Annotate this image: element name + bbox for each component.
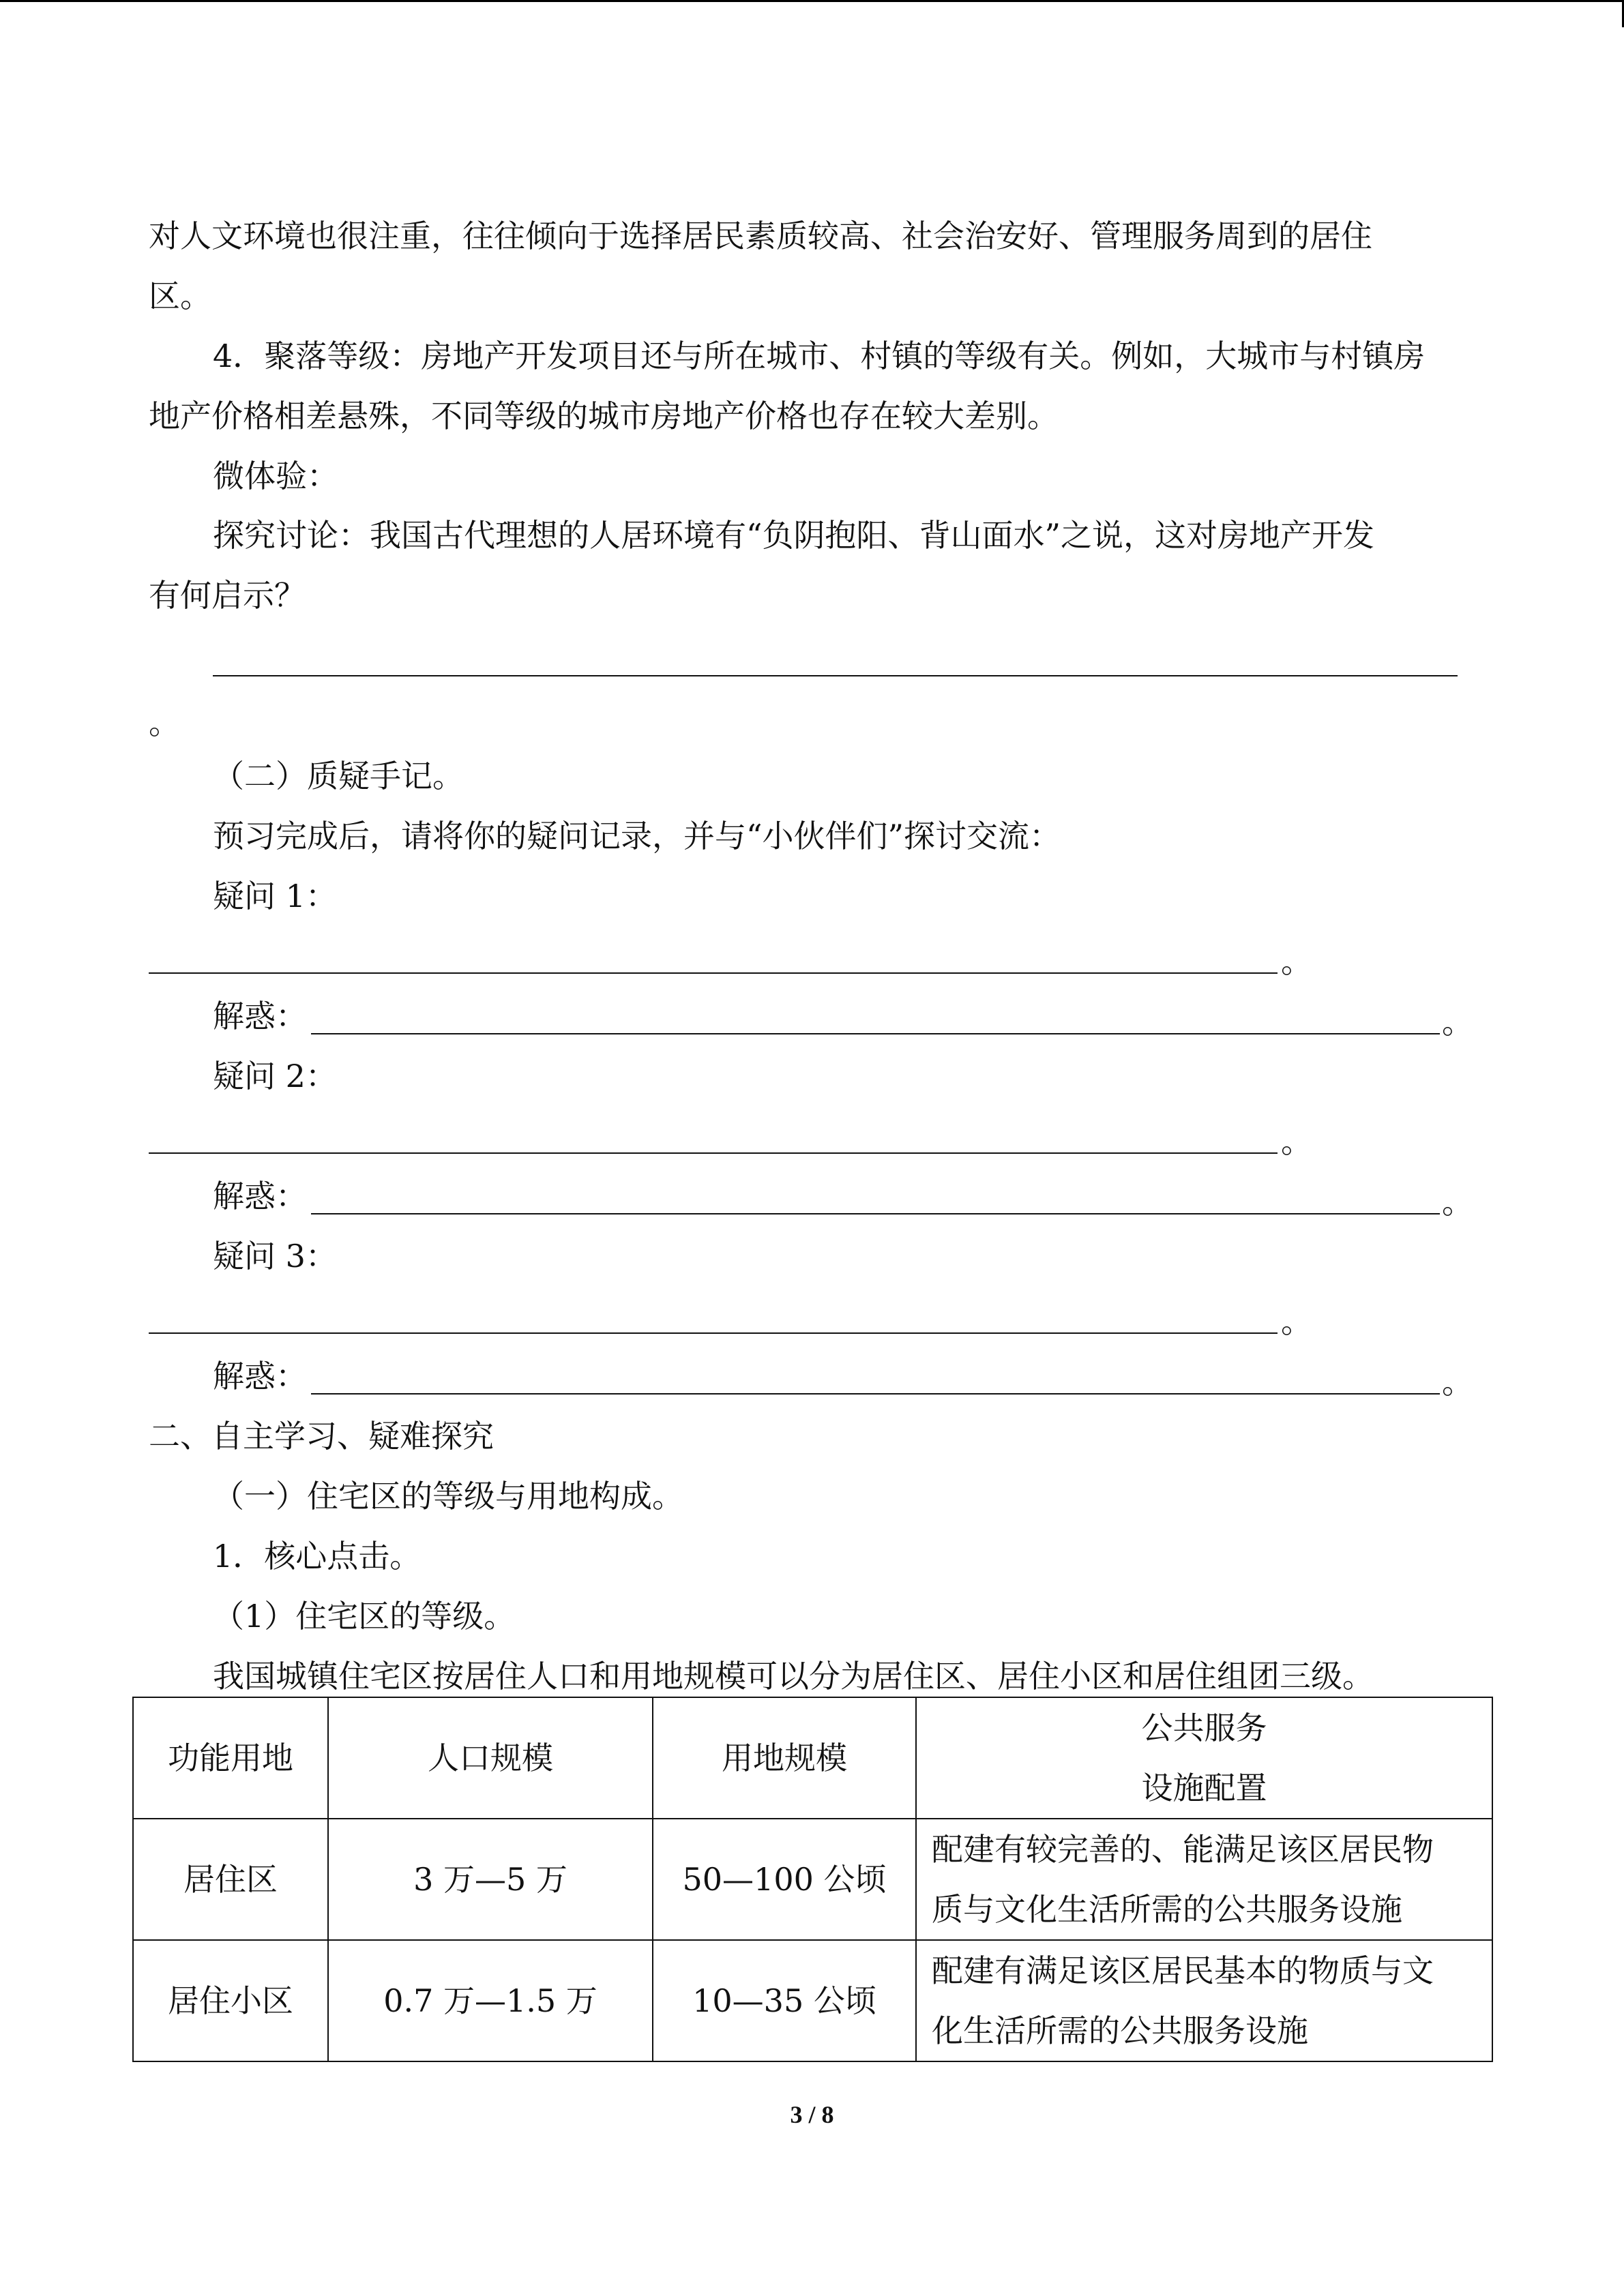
section-2-subheading: （一）住宅区的等级与用地构成。 (213, 1478, 683, 1515)
question-2-blank[interactable] (149, 1152, 1278, 1154)
table-row (133, 1940, 1492, 2061)
answer-2-period: 。 (1442, 1184, 1473, 1221)
top-border-line (0, 0, 1624, 2)
table-header-row (133, 1697, 1492, 1819)
header-facilities-line-2: 设施配置 (1141, 1770, 1267, 1806)
paragraph-1-line-1: 对人文环境也很注重，往往倾向于选择居民素质较高、社会治安好、管理服务周到的居住 (149, 218, 1372, 254)
header-population: 人口规模 (328, 1697, 653, 1819)
header-function: 功能用地 (133, 1697, 328, 1819)
core-point-heading: 1．核心点击。 (213, 1538, 422, 1575)
answer-3-period: 。 (1442, 1364, 1473, 1401)
section-2-title: 二、自主学习、疑难探究 (149, 1418, 494, 1455)
answer-1-period: 。 (1442, 1004, 1473, 1041)
explore-discussion-line-1: 探究讨论：我国古代理想的人居环境有“负阴抱阳、背山面水”之说，这对房地产开发 (213, 517, 1375, 554)
notes-intro: 预习完成后，请将你的疑问记录，并与“小伙伴们”探讨交流： (213, 818, 1061, 854)
row-1-population: 3 万—5 万 (328, 1819, 653, 1940)
question-1-label: 疑问 1： (213, 878, 337, 914)
question-3-blank[interactable] (149, 1332, 1278, 1334)
question-1-period: 。 (1281, 943, 1312, 980)
row-1-facilities (916, 1819, 1492, 1940)
row-2-area: 10—35 公顷 (653, 1940, 916, 2061)
answer-2-blank[interactable] (311, 1213, 1440, 1214)
header-area: 用地规模 (653, 1697, 916, 1819)
explore-answer-blank[interactable] (213, 675, 1458, 676)
paragraph-1-line-2: 区。 (149, 278, 211, 314)
question-1-blank[interactable] (149, 972, 1278, 974)
paragraph-2-line-2: 地产价格相差悬殊，不同等级的城市房地产价格也存在较大差别。 (149, 398, 1059, 434)
answer-3-label: 解惑： (213, 1358, 307, 1395)
answer-1-label: 解惑： (213, 998, 307, 1034)
row-2-facilities-line-2: 化生活所需的公共服务设施 (932, 2012, 1308, 2049)
residential-levels-intro: 我国城镇住宅区按居住人口和用地规模可以分为居住区、居住小区和居住组团三级。 (213, 1658, 1374, 1695)
row-2-population: 0.7 万—1.5 万 (328, 1940, 653, 2061)
answer-1-blank[interactable] (311, 1033, 1440, 1034)
explore-discussion-line-2: 有何启示？ (149, 577, 306, 614)
header-facilities (916, 1697, 1492, 1819)
residential-levels-heading: （1）住宅区的等级。 (213, 1598, 516, 1635)
row-2-name: 居住小区 (133, 1940, 328, 2061)
table-row (133, 1819, 1492, 1940)
row-1-area: 50—100 公顷 (653, 1819, 916, 1940)
question-2-period: 。 (1281, 1123, 1312, 1160)
page-number: 3 / 8 (790, 2101, 834, 2128)
question-3-period: 。 (1281, 1303, 1312, 1340)
row-1-name: 居住区 (133, 1819, 328, 1940)
micro-experience-label: 微体验： (213, 458, 338, 494)
row-2-facilities (916, 1940, 1492, 2061)
question-3-label: 疑问 3： (213, 1238, 337, 1274)
header-facilities-line-1: 公共服务 (1141, 1710, 1267, 1746)
residential-levels-table (132, 1697, 1493, 2062)
row-2-facilities-line-1: 配建有满足该区居民基本的物质与文 (932, 1952, 1434, 1989)
question-2-label: 疑问 2： (213, 1058, 337, 1094)
explore-answer-period: 。 (149, 704, 180, 741)
answer-2-label: 解惑： (213, 1178, 307, 1214)
paragraph-2-line-1: 4．聚落等级：房地产开发项目还与所在城市、村镇的等级有关。例如，大城市与村镇房 (213, 338, 1426, 374)
answer-3-blank[interactable] (311, 1393, 1440, 1395)
row-1-facilities-line-1: 配建有较完善的、能满足该区居民物 (932, 1831, 1434, 1868)
row-1-facilities-line-2: 质与文化生活所需的公共服务设施 (932, 1891, 1402, 1928)
notes-heading: （二）质疑手记。 (213, 758, 464, 794)
